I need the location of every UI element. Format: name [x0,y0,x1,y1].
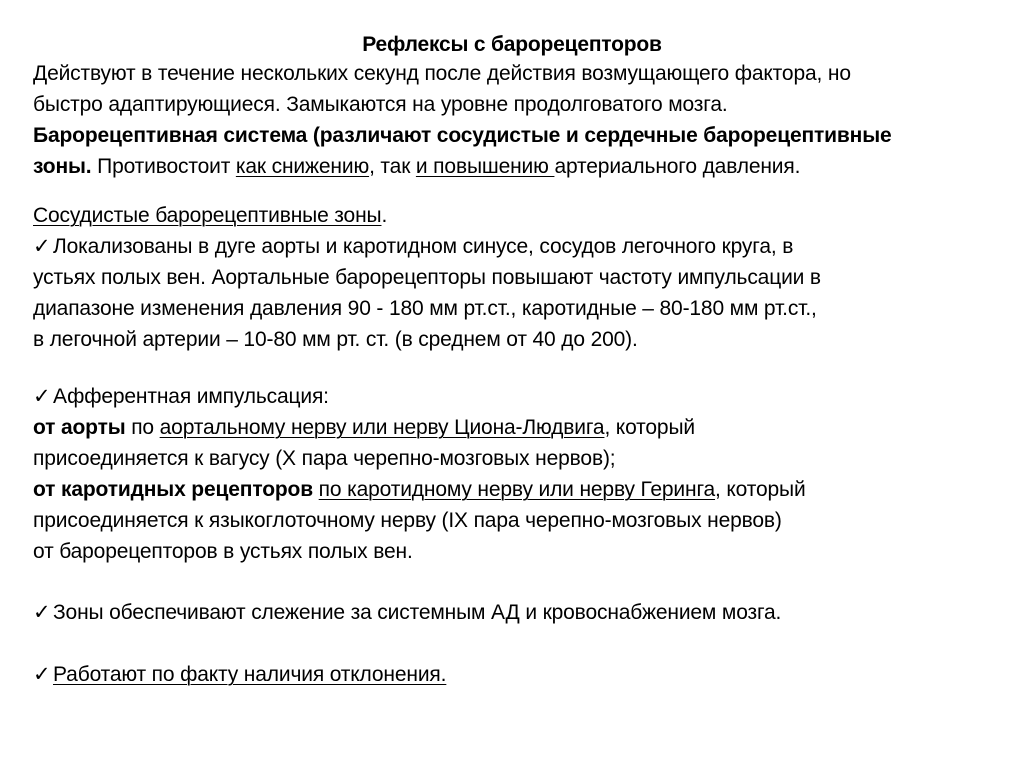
afferent-carotid-bold: от каротидных рецепторов [33,478,313,501]
slide-title: Рефлексы с барорецепторов [362,33,662,56]
afferent-carotid-line-2: присоединяется к языкоглоточному нерву (IX пара черепно-мозговых нервов) [33,509,782,532]
afferent-carotid-line [33,474,993,505]
intro-increase-underlined: и повышению [415,155,555,178]
checkmark-icon: ✓ [33,663,51,686]
vascular-line-3: диапазоне изменения давления 90 - 180 мм рт.ст., каротидные – 80-180 мм рт.ст., [33,297,817,320]
vascular-heading-line [33,200,993,231]
intro-line-3: Барорецептивная система (различают сосудистые и сердечные барорецептивные [33,124,892,147]
intro-paragraph [33,58,993,182]
checkmark-icon: ✓ [33,235,51,258]
vascular-line-1-text: Локализованы в дуге аорты и каротидном синусе, сосудов легочного круга, в [53,235,794,258]
vascular-heading: Сосудистые барорецептивные зоны [33,204,382,227]
vascular-heading-tail: . [381,204,388,227]
afferent-heading-line [33,381,993,412]
afferent-aorta-a: по [125,416,160,439]
intro-zones-bold: зоны. [33,155,92,178]
zones-text: Зоны обеспечивают слежение за системным АД и кровоснабжением мозга. [53,601,782,624]
checkmark-icon: ✓ [33,601,51,624]
deviation-text: Работают по факту наличия отклонения. [53,663,447,686]
checkmark-icon: ✓ [33,385,51,408]
deviation-paragraph [33,659,993,690]
afferent-carotid-nerve-underlined: по каротидному нерву или нерву Геринга [318,478,716,501]
intro-text-a: Противостоит [91,155,236,178]
afferent-aorta-line [33,412,993,443]
afferent-carotid-b: , который [715,478,806,501]
afferent-heading: Афферентная импульсация: [53,385,329,408]
afferent-aorta-b: , который [604,416,695,439]
vascular-line-1 [33,231,993,262]
zones-line [33,597,993,628]
intro-text-b: , так [369,155,416,178]
afferent-aorta-nerve-underlined: аортальному нерву или нерву Циона-Людвига [159,416,605,439]
vascular-zones-paragraph [33,200,993,355]
afferent-aorta-bold: от аорты [33,416,126,439]
zones-paragraph [33,597,993,628]
vascular-line-4: в легочной артерии – 10-80 мм рт. ст. (в среднем от 40 до 200). [33,328,638,351]
afferent-veins-line: от барорецепторов в устьях полых вен. [33,540,413,563]
intro-line-1: Действуют в течение нескольких секунд после действия возмущающего фактора, но [33,62,851,85]
intro-line-2: быстро адаптирующиеся. Замыкаются на уровне продолговатого мозга. [33,93,728,116]
intro-decrease-underlined: как снижению [235,155,370,178]
afferent-aorta-line-2: присоединяется к вагусу (X пара черепно-мозговых нервов); [33,447,616,470]
vascular-line-2: устьях полых вен. Аортальные барорецепторы повышают частоту импульсации в [33,266,821,289]
deviation-line [33,659,993,690]
intro-line-4 [33,151,993,182]
intro-text-c: артериального давления. [554,155,801,178]
afferent-paragraph [33,381,993,567]
